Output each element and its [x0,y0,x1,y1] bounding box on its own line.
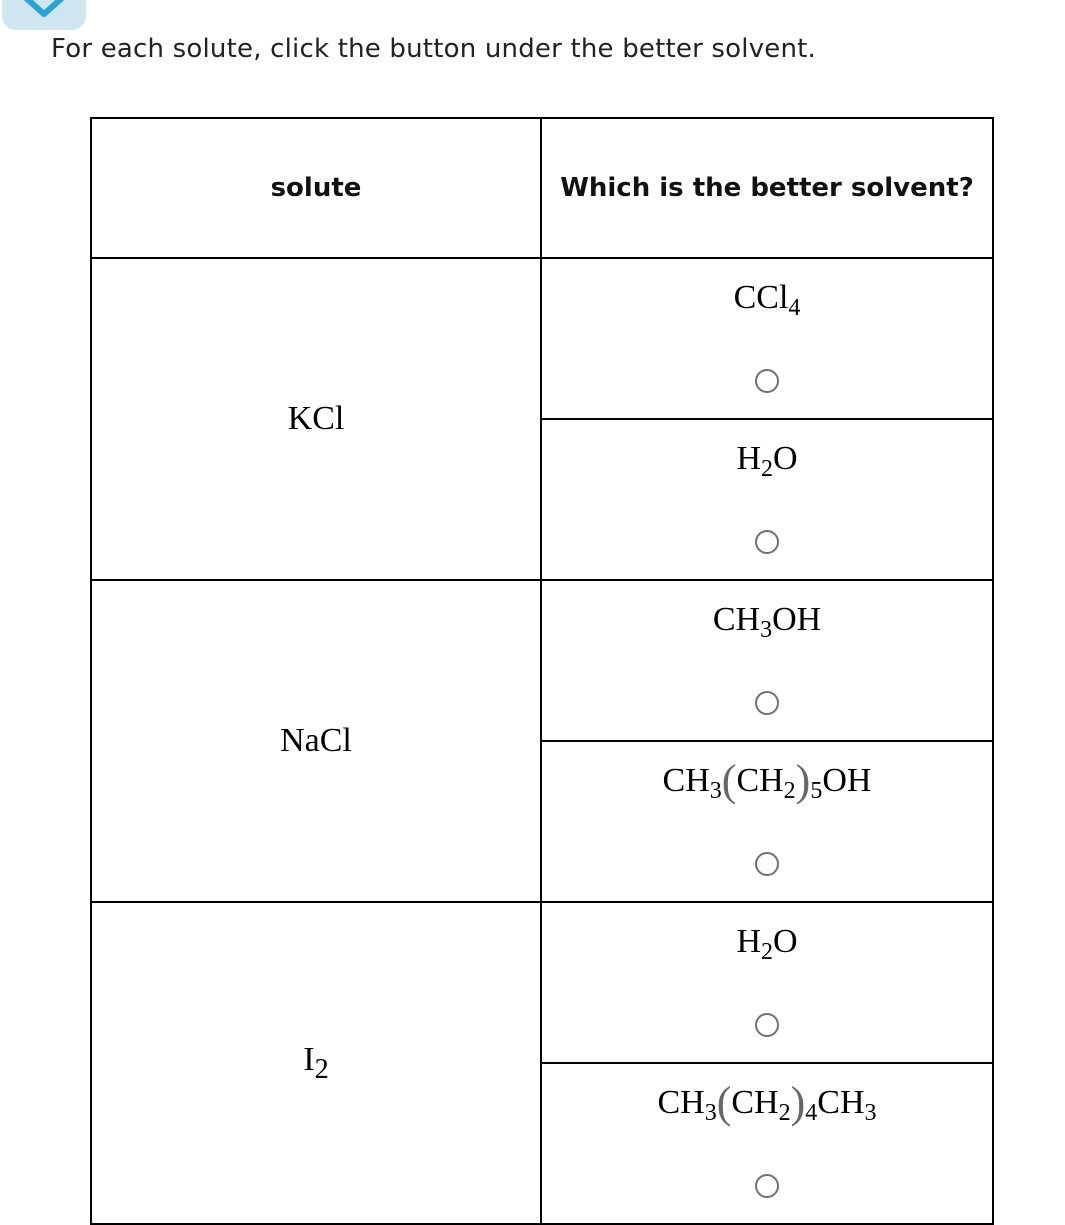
solvent-radio-button[interactable] [755,530,779,554]
formula-text: CH [736,762,784,799]
table-row [91,258,993,419]
formula-subscript: 2 [783,778,796,804]
solvent-formula [542,756,992,805]
column-header-solvent: Which is the better solvent? [541,118,993,258]
formula-text: O [773,923,798,960]
solute-cell [91,258,541,580]
header-row [91,118,993,258]
solvent-formula [542,440,992,482]
formula-text: CH [731,1084,779,1121]
column-header-solute: solute [91,118,541,258]
formula-parenthesis: ) [790,1078,806,1127]
solvent-option-cell [541,1063,993,1224]
formula-text: I [303,1040,315,1078]
instructions-text: For each solute, click the button under the better solvent. [51,34,817,64]
table-row [91,902,993,1063]
solvent-option-cell [541,741,993,902]
solvent-formula [542,923,992,965]
formula-text: OH [822,762,872,799]
formula-subscript: 3 [709,778,722,804]
solvent-formula [542,1078,992,1127]
solvent-option-cell [541,902,993,1063]
formula-text: CH [712,601,761,638]
formula-parenthesis: ) [795,756,811,805]
chevron-down-icon [12,0,76,18]
table-row [91,580,993,741]
formula-text: H [736,440,761,477]
formula-text: CH [662,762,710,799]
solvent-radio-button[interactable] [755,1013,779,1037]
solvent-formula [542,601,992,643]
solute-cell [91,580,541,902]
formula-subscript: 3 [704,1100,717,1126]
formula-subscript: 2 [761,939,773,965]
formula-text: NaCl [280,722,352,759]
solvent-radio-button[interactable] [755,852,779,876]
solvent-option-cell [541,258,993,419]
formula-subscript: 2 [761,456,773,482]
solvent-option-cell [541,580,993,741]
formula-text: O [773,440,798,477]
solvent-radio-button[interactable] [755,369,779,393]
formula-text: OH [772,601,822,638]
formula-text: CCl [733,279,789,316]
formula-text: CH [657,1084,705,1121]
formula-text: KCl [287,400,345,437]
collapse-tab[interactable] [2,0,86,30]
solvent-formula [542,279,992,321]
solute-cell [91,902,541,1224]
formula-parenthesis: ( [716,1078,732,1127]
formula-subscript: 5 [810,778,823,804]
formula-subscript: 2 [778,1100,791,1126]
formula-parenthesis: ( [721,756,737,805]
solvent-option-cell [541,419,993,580]
solvent-table [90,117,994,1225]
formula-subscript: 2 [314,1053,329,1085]
formula-subscript: 3 [864,1100,877,1126]
formula-subscript: 4 [788,295,801,321]
formula-subscript: 4 [805,1100,818,1126]
solvent-radio-button[interactable] [755,691,779,715]
solvent-radio-button[interactable] [755,1174,779,1198]
formula-text: CH [817,1084,865,1121]
formula-subscript: 3 [760,617,773,643]
formula-text: H [736,923,761,960]
